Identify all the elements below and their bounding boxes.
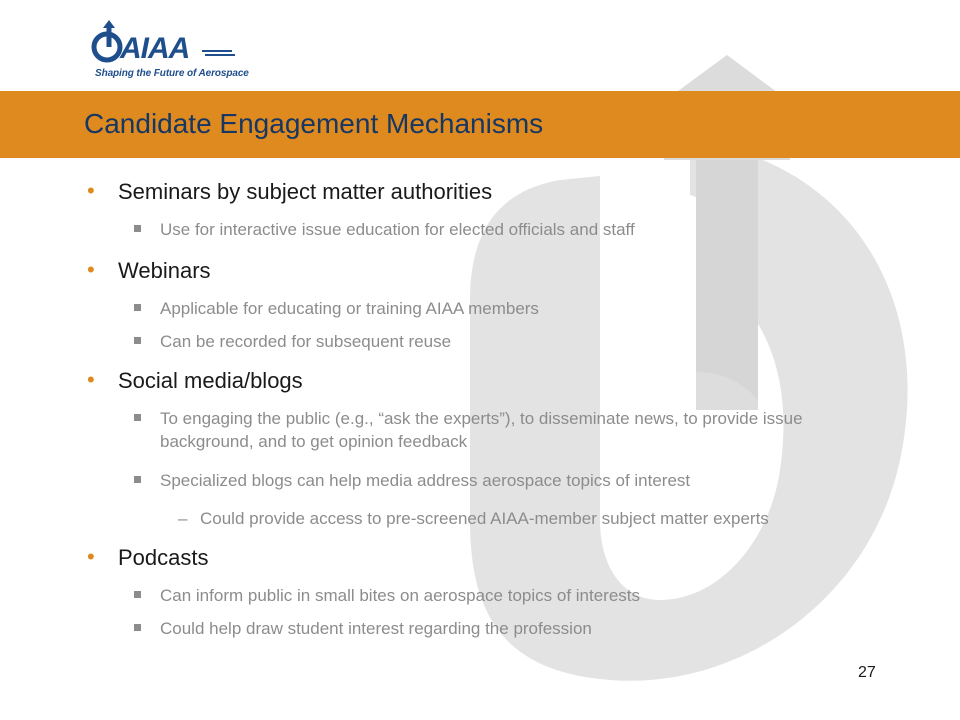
sub-bullet-text: Specialized blogs can help media address aerospace topics of interest [160,471,691,490]
sub-bullet-text: Can be recorded for subsequent reuse [160,332,452,351]
square-bullet-icon [134,414,141,421]
bullet-text: Social media/blogs [118,368,303,393]
sub-bullet-item [160,297,860,320]
logo-tagline: Shaping the Future of Aerospace [95,68,249,79]
sub-bullet-item [160,330,860,353]
bullet-dot-icon: • [87,257,95,282]
square-bullet-icon [134,304,141,311]
square-bullet-icon [134,624,141,631]
square-bullet-icon [134,591,141,598]
bullet-item [87,367,303,394]
sub-bullet-text: Could help draw student interest regarding the profession [160,619,592,638]
sub-bullet-item [160,469,870,492]
bullet-item [87,178,493,205]
sub-sub-bullet-text: Could provide access to pre-screened AIAA-member subject matter experts [200,509,769,528]
sub-bullet-text: To engaging the public (e.g., “ask the experts”), to disseminate news, to provide issue background, and to get opinion feedback [160,409,803,451]
square-bullet-icon [134,337,141,344]
sub-bullet-text: Can inform public in small bites on aerospace topics of interests [160,586,641,605]
dash-bullet-icon: – [178,509,188,528]
bullet-dot-icon: • [87,544,95,569]
bullet-item [87,257,211,284]
logo-wordmark: AIAA [120,32,190,65]
sub-bullet-item [160,407,870,453]
sub-bullet-item [160,584,860,607]
sub-bullet-text: Use for interactive issue education for elected officials and staff [160,220,635,239]
bullet-text: Seminars by subject matter authorities [118,179,493,204]
sub-sub-bullet-item [178,509,769,529]
page-number: 27 [858,664,876,681]
bullet-item [87,544,209,571]
sub-bullet-text: Applicable for educating or training AIAA members [160,299,539,318]
bullet-dot-icon: • [87,367,95,392]
bullet-text: Webinars [118,258,211,283]
square-bullet-icon [134,225,141,232]
square-bullet-icon [134,476,141,483]
sub-bullet-item [160,617,860,640]
bullet-dot-icon: • [87,178,95,203]
sub-bullet-item [160,218,860,241]
bullet-text: Podcasts [118,545,209,570]
slide-title: Candidate Engagement Mechanisms [84,108,544,139]
